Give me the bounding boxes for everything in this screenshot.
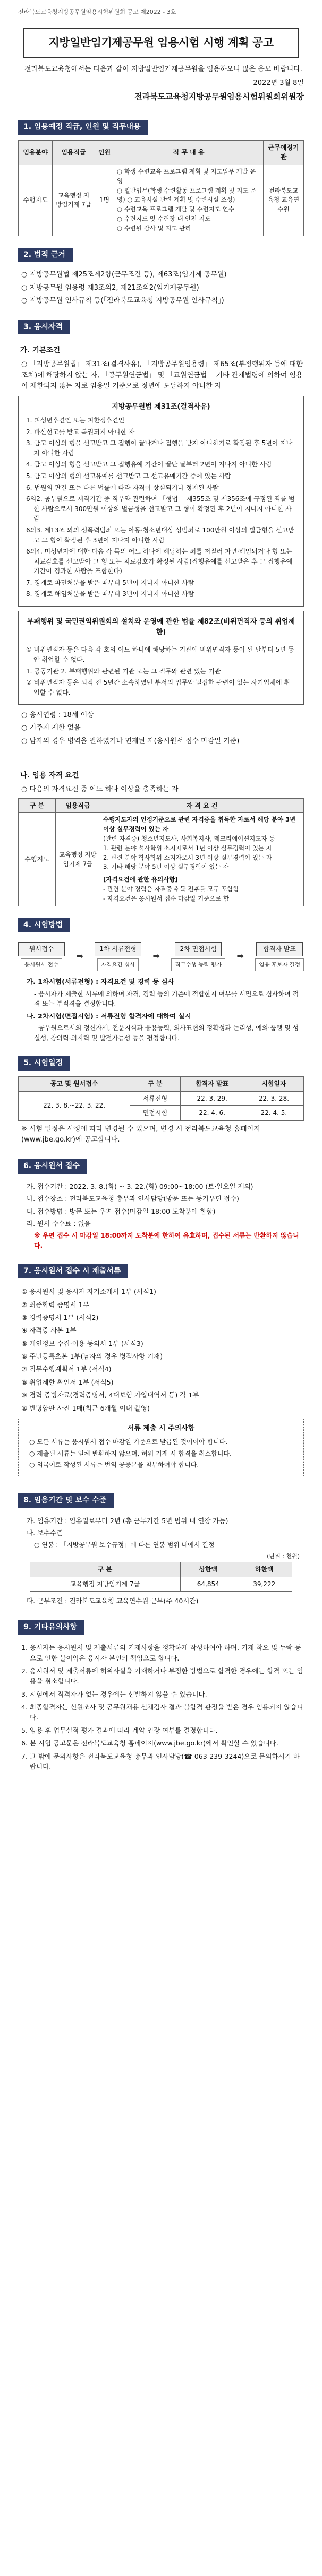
req-note: - 자격요건은 응시원서 접수 마감일 기준으로 함: [103, 894, 230, 902]
req-line: 2. 관련 분야 학사학위 소지자로서 3년 이상 실무경력이 있는 자: [103, 853, 272, 861]
disq-item: 5. 금고 이상의 형의 선고유예를 선고받고 그 선고유예기간 중에 있는 사람: [26, 472, 231, 480]
section-8-heading: 8. 임용기간 및 보수 수준: [18, 1493, 114, 1508]
arrow-right-icon: ➡: [76, 951, 83, 962]
doc-item: ⑨ 경력 증빙자료(경력증명서, 4대보험 가입내역서 등) 각 1부: [21, 1391, 199, 1399]
section-6-heading: 6. 응시원서 접수: [18, 1159, 87, 1174]
residence-note: ○ 거주지 제한 없음: [21, 724, 81, 732]
legal-basis-line: ○ 지방공무원 임용령 제3조의2, 제21조의2(임기제공무원): [21, 283, 199, 292]
doc-item: ⑦ 직무수행계획서 1부 (서식4): [21, 1365, 112, 1373]
duty-line: ○ 학생 수련교육 프로그램 계획 및 지도업무 개발 운영: [117, 168, 256, 185]
col-field: 임용분야: [19, 140, 53, 165]
warning-title: 서류 제출 시 주의사항: [127, 1424, 195, 1432]
exam-method-detail: - 공무원으로서의 정신자세, 전문지식과 응용능력, 의사표현의 정확성과 논리성, 예의·품행 및 성실성, 창의력·의지력 및 발전가능성 등을 평정합니다.: [34, 1024, 299, 1042]
sub-qualification: 나. 임용 자격 요건: [20, 771, 79, 780]
disq-item: 6의4. 미성년자에 대한 다음 각 목의 어느 하나에 해당하는 죄를 저질러 파면·해임되거나 형 또는 치료감호를 선고받아 그 형 또는 치료감호가 확정된 사람(집행유예를 선고받은 후 그 집행유예기간이 경과한 사람을 포함한다): [26, 548, 293, 575]
legal-basis-line: ○ 지방공무원법 제25조제2항(근무조건 등), 제63조(임기제 공무원): [21, 271, 227, 279]
announce-date: 2022년 3월 8일: [253, 79, 304, 87]
req-line: 1. 관련 분야 석사학위 소지자로서 1년 이상 실무경력이 있는 자: [103, 844, 272, 852]
duty-line: ○ 수련지도 및 수련장 내 안전 지도: [117, 215, 211, 223]
basic-conditions-text: ○ 「지방공무원법」 제31조(결격사유), 「지방공무원임용령」 제65조(부정행위자 등에 대한 조치)에 해당하지 않는 자, 「공무원연금법」 및 「교원연금법」 기타 관계법령에 의하여 임용이 제한되지 않는 자로 임용일 기준으로 정년에 도달하지 아니한 자: [21, 360, 303, 390]
disqualification-title: 지방공무원법 제31조(결격사유): [112, 402, 210, 411]
section-5-heading: 5. 시험일정: [18, 1056, 70, 1071]
apply-line: 라. 원서 수수료 : 없음: [27, 1219, 91, 1228]
req-line: 3. 기타 해당 분야 5년 이상 실무경력이 있는 자: [103, 863, 229, 871]
process-flow: [18, 942, 304, 971]
salary-table: [30, 1562, 293, 1592]
doc-item: ③ 경력증명서 1부 (서식2): [21, 1313, 99, 1321]
cell-reqs: [100, 813, 304, 906]
schedule-note: ※ 시험 일정은 사정에 따라 변경될 수 있으며, 변경 시 전라북도교육청 홈페이지(www.jbe.go.kr)에 공고합니다.: [21, 1125, 260, 1144]
col-count: 인원: [95, 140, 114, 165]
arrow-right-icon: ➡: [236, 951, 244, 962]
col-date: 시험일자: [244, 1077, 303, 1092]
req-note-title: [자격요건에 관한 유의사항]: [103, 876, 178, 884]
col-type: 구 분: [30, 1562, 180, 1577]
doc-item: ⑥ 주민등록초본 1부(남자의 경우 병적사항 기재): [21, 1352, 163, 1361]
cell-type: 교육행정 지방임기제 7급: [30, 1577, 180, 1592]
work-condition: 다. 근무조건 : 전라북도교육청 교육연수원 근무(주 40시간): [27, 1597, 199, 1605]
cell-announce: 22. 4. 6.: [180, 1106, 244, 1121]
cell-announce: 22. 3. 29.: [180, 1091, 244, 1106]
cell-date: 22. 3. 28.: [244, 1091, 303, 1106]
warning-line: ○ 외국어로 작성된 서류는 번역 공증본을 첨부하여야 합니다.: [29, 1461, 199, 1469]
notice-number: 전라북도교육청지방공무원임용시험위원회 공고 제2022 - 3호: [18, 8, 176, 15]
sub-basic-conditions: 가. 기본조건: [20, 346, 61, 355]
exam-method-line: 나. 2차시험(면접시험) : 서류전형 합격자에 대하여 실시: [27, 1012, 191, 1020]
cell-period: 22. 3. 8.~22. 3. 22.: [19, 1091, 130, 1120]
doc-item: ② 최종학력 증명서 1부: [21, 1300, 89, 1309]
disq-item: 7. 징계로 파면처분을 받은 때부터 5년이 지나지 아니한 사람: [26, 578, 194, 586]
cell-date: 22. 4. 5.: [244, 1106, 303, 1121]
restriction-item: 1. 공공기관 2. 부패행위와 관련된 기관 또는 그 직무와 관련 있는 기관: [26, 667, 221, 675]
step-document-detail: 자격요건 심사: [97, 958, 139, 971]
apply-note: ※ 우편 접수 시 마감일 18:00까지 도착분에 한하여 유효하며, 접수된 서류는 반환하지 않습니다.: [34, 1232, 299, 1249]
disqualification-box: [18, 396, 304, 607]
page-title: 지방일반임기제공무원 임용시험 시행 계획 공고: [23, 28, 299, 58]
exam-method-detail: - 응시자가 제출한 서류에 의하여 자격, 경력 등의 기준에 적합한지 여부를 서면으로 심사하여 적격 또는 부적격을 결정합니다.: [34, 990, 299, 1008]
doc-item: ⑩ 반명함판 사진 1매(최근 6개월 이내 촬영): [21, 1404, 150, 1412]
cell-type: 서류전형: [130, 1091, 180, 1106]
req-note: - 관련 분야 경력은 자격증 취득 전후를 모두 포함함: [103, 885, 239, 893]
duty-line: ○ 수련교육 프로그램 개발 및 수련지도 연수: [117, 205, 234, 213]
exam-method-line: 가. 1차시험(서류전형) : 자격요건 및 경력 등 심사: [27, 978, 174, 986]
employment-restriction-box: [18, 611, 304, 705]
col-period: 공고 및 원서접수: [19, 1077, 130, 1092]
col-type: 구 분: [19, 798, 56, 813]
disq-item: 1. 피성년후견인 또는 피한정후견인: [26, 416, 125, 424]
military-note: ○ 남자의 경우 병역을 필하였거나 면제된 자(응시원서 접수 마감일 기준): [21, 737, 240, 745]
cell-type: 면접시험: [130, 1106, 180, 1121]
col-duties: 직 무 내 용: [114, 140, 264, 165]
disq-item: 3. 금고 이상의 형을 선고받고 그 집행이 끝나거나 집행을 받지 아니하기로 확정된 후 5년이 지나지 아니한 사람: [26, 439, 293, 457]
warning-line: ○ 모든 서류는 응시원서 접수 마감일 기준으로 발급된 것이어야 합니다.: [29, 1438, 228, 1446]
req-line: 수행지도자의 인정기준으로 관련 자격증을 취득한 자로서 해당 분야 3년 이상 실무경력이 있는 자: [103, 816, 296, 833]
duty-line: ○ 일반업무(학생 수련활동 프로그램 계획 및 지도 운영) ○ 교육시설 관련 계획 및 수련시설 조성): [117, 186, 257, 204]
cell-min: 39,222: [236, 1577, 292, 1592]
col-min: 하한액: [236, 1562, 292, 1577]
schedule-table: [18, 1076, 304, 1121]
cell-grade: 교육행정 지방임기제 7급: [56, 813, 100, 906]
intro-text: 전라북도교육청에서는 다음과 같이 지방일반임기제공무원을 임용하오니 많은 응모 바랍니다.: [24, 65, 302, 73]
disq-item: 6의3. 제13조 외의 성폭력범죄 또는 아동·청소년대상 성범죄로 100만원 이상의 벌금형을 선고받고 그 형이 확정된 후 3년이 지나지 아니한 사람: [26, 526, 294, 544]
section-1-heading: 1. 임용예정 직급, 인원 및 직무내용: [18, 120, 148, 135]
section-7-heading: 7. 응시원서 접수 시 제출서류: [18, 1264, 128, 1279]
caution-item: 1. 응시자는 응시원서 및 제출서류의 기재사항을 정확하게 작성하여야 하며, 기재 착오 및 누락 등으로 인한 불이익은 응시자 본인의 책임으로 합니다.: [21, 1644, 301, 1662]
col-grade: 임용직급: [53, 140, 95, 165]
disq-item: 2. 파산선고를 받고 복권되지 아니한 자: [26, 428, 135, 436]
salary-unit: (단위 : 천원): [267, 1552, 300, 1560]
col-org: 근무예정기관: [264, 140, 304, 165]
apply-line: 나. 접수장소 : 전라북도교육청 총무과 인사담당(방문 또는 등기우편 접수): [27, 1195, 239, 1203]
duty-line: ○ 수련원 감사 및 지도 관리: [117, 224, 191, 232]
col-max: 상한액: [180, 1562, 236, 1577]
age-note: ○ 응시연령 : 18세 이상: [21, 711, 94, 720]
submission-warning-box: [18, 1419, 304, 1476]
position-table: [18, 140, 304, 236]
qualification-table: [18, 798, 304, 906]
doc-item: ④ 자격증 사본 1부: [21, 1326, 77, 1335]
step-document: 1차 서류전형: [95, 942, 141, 956]
cell-duties: [114, 165, 264, 236]
restriction-title: 부패행위 및 국민권익위원회의 설치와 운영에 관한 법률 제82조(비위면직자 등의 취업제한): [27, 618, 295, 637]
salary-text: ○ 연봉 : 「지방공무원 보수규정」에 따른 연봉 범위 내에서 결정: [34, 1541, 215, 1549]
step-apply-detail: 응시원서 접수: [21, 958, 62, 971]
apply-line: 가. 접수기간 : 2022. 3. 8.(화) ~ 3. 22.(화) 09:00~18:00 (토·일요일 제외): [27, 1182, 253, 1190]
cell-grade: 교육행정 지방임기제 7급: [53, 165, 95, 236]
legal-basis-line: ○ 지방공무원 인사규칙 등(「전라북도교육청 지방공무원 인사규칙」): [21, 296, 224, 305]
doc-item: ⑧ 취업제한 확인서 1부 (서식5): [21, 1378, 114, 1386]
cell-field: 수행지도: [19, 165, 53, 236]
cell-max: 64,854: [180, 1577, 236, 1592]
disq-item: 4. 금고 이상의 형을 선고받고 그 집행유예 기간이 끝난 날부터 2년이 지나지 아니한 사람: [26, 461, 272, 469]
salary-heading: 나. 보수수준: [27, 1528, 63, 1537]
restriction-item: ① 비위면직자 등은 다음 각 호의 어느 하나에 해당하는 기관에 비위면직자 등이 된 날부터 5년 동안 취업할 수 없다.: [26, 646, 294, 663]
apply-line: 다. 접수방법 : 방문 또는 우편 접수(마감일 18:00 도착분에 한함): [27, 1207, 216, 1215]
col-req: 자 격 요 건: [100, 798, 304, 813]
section-9-heading: 9. 기타유의사항: [18, 1620, 84, 1635]
disq-item: 6. 법원의 판결 또는 다른 법률에 따라 자격이 상실되거나 정지된 사람: [26, 483, 219, 491]
qualification-note: ○ 다음의 자격요건 중 어느 하나 이상을 충족하는 자: [21, 785, 179, 793]
col-announce: 합격자 발표: [180, 1077, 244, 1092]
step-result: 합격자 발표: [256, 942, 303, 956]
disq-item: 6의2. 공무원으로 재직기간 중 직무와 관련하여 「형법」 제355조 및 제356조에 규정된 죄를 범한 사람으로서 300만원 이상의 벌금형을 선고받고 그 형이 확정된 후 2년이 지나지 아니한 사람: [26, 495, 295, 523]
cell-field: 수행지도: [19, 813, 56, 906]
arrow-right-icon: ➡: [152, 951, 160, 962]
step-interview-detail: 직무수행 능력 평가: [171, 958, 225, 971]
step-result-detail: 임용 후보자 결정: [255, 958, 304, 971]
caution-item: 5. 임용 후 업무실적 평가 결과에 따라 계약 연장 여부를 결정합니다.: [21, 1726, 218, 1734]
doc-item: ① 응시원서 및 응시자 자기소개서 1부 (서식1): [21, 1287, 156, 1296]
cell-count: 1명: [95, 165, 114, 236]
issuer: 전라북도교육청지방공무원임용시험위원회위원장: [134, 91, 304, 101]
col-type: 구 분: [130, 1077, 180, 1092]
caution-item: 2. 응시원서 및 제출서류에 허위사실을 기재하거나 부정한 방법으로 합격한 경우에는 합격 또는 임용을 취소합니다.: [21, 1666, 303, 1685]
section-4-heading: 4. 시험방법: [18, 918, 70, 933]
section-3-heading: 3. 응시자격: [18, 320, 70, 335]
caution-item: 3. 시험에서 적격자가 없는 경우에는 선발하지 않을 수 있습니다.: [21, 1690, 207, 1698]
warning-line: ○ 제출된 서류는 일체 반환하지 않으며, 허위 기재 시 합격을 취소합니다.: [29, 1449, 232, 1457]
step-interview: 2차 면접시험: [175, 942, 222, 956]
col-grade: 임용직급: [56, 798, 100, 813]
restriction-item: ② 비위면직자 등은 퇴직 전 5년간 소속하였던 부서의 업무와 밀접한 관련이 있는 사기업체에 취업할 수 없다.: [26, 679, 290, 696]
step-apply: 원서접수: [18, 942, 65, 956]
disq-item: 8. 징계로 해임처분을 받은 때부터 3년이 지나지 아니한 사람: [26, 590, 194, 598]
term-line: 가. 임용기간 : 임용일로부터 2년 (총 근무기간 5년 범위 내 연장 가능): [27, 1516, 228, 1525]
cell-org: 전라북도교육청 교육연수원: [264, 165, 304, 236]
section-2-heading: 2. 법적 근거: [18, 248, 73, 263]
req-line: (관련 자격증) 청소년지도사, 사회복지사, 레크리에이션지도자 등: [103, 835, 275, 843]
caution-item: 7. 그 밖에 문의사항은 전라북도교육청 총무과 인사담당(☎ 063-239-3244)으로 문의하시기 바랍니다.: [21, 1752, 300, 1770]
doc-item: ⑤ 개인정보 수집·이용 동의서 1부 (서식3): [21, 1339, 143, 1347]
caution-item: 6. 본 시험 공고문은 전라북도교육청 홈페이지(www.jbe.go.kr)에서 확인할 수 있습니다.: [21, 1739, 278, 1748]
caution-item: 4. 최종합격자는 신원조사 및 공무원채용 신체검사 결과 불합격 판정을 받은 경우 임용되지 않습니다.: [21, 1703, 303, 1722]
